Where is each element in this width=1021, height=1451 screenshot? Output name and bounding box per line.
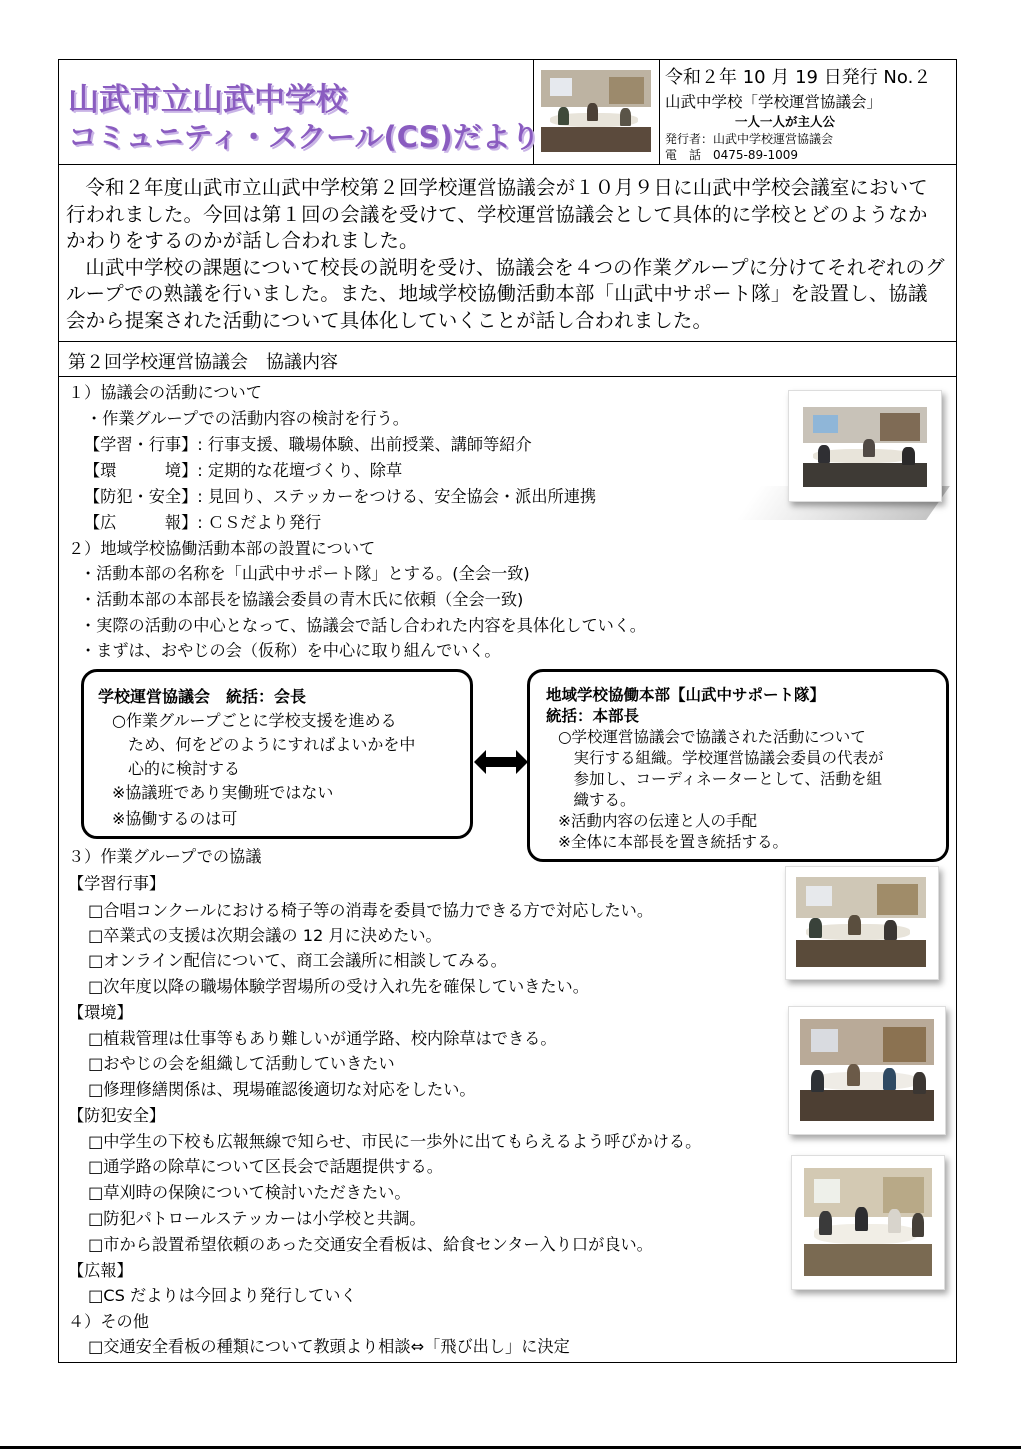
- group-item: □合唱コンクールにおける椅子等の消毒を委員で協力できる方で対応したい。: [88, 901, 654, 920]
- section-divider: [58, 376, 957, 377]
- group-item: □オンライン配信について、商工会議所に相談してみる。: [88, 951, 507, 970]
- group-item: □修理修繕関係は、現場確認後適切な対応をしたい。: [88, 1080, 476, 1099]
- support-team-box: [527, 669, 949, 862]
- newsletter-title: 山武市立山武中学校: [68, 82, 347, 118]
- motto: 一人一人が主人公: [735, 114, 836, 129]
- group-item: □防犯パトロールステッカーは小学校と共調。: [88, 1209, 426, 1228]
- group-name: 【防犯安全】: [68, 1106, 166, 1125]
- council-box-title: 学校運営協議会 統括：会長: [98, 687, 307, 706]
- group-item: □次年度以降の職場体験学習場所の受け入れ先を確保していきたい。: [88, 977, 589, 996]
- meeting-photo-2-frame: [785, 866, 939, 980]
- s2-item: ・まずは、おやじの会（仮称）を中心に取り組んでいく。: [80, 641, 501, 660]
- support-box-line: ○学校運営協議会で協議された活動について: [558, 728, 866, 746]
- group-item: □植栽管理は仕事等もあり難しいが通学路、校内除草はできる。: [88, 1029, 557, 1048]
- bottom-rule: [0, 1446, 1021, 1449]
- council-box-line: ※協働するのは可: [112, 809, 238, 828]
- meeting-photo-3-frame: [788, 1006, 946, 1135]
- meeting-photo-1: [803, 407, 927, 487]
- header-col-divider-2: [659, 59, 660, 164]
- s2-heading: ２）地域学校協働活動本部の設置について: [68, 539, 376, 558]
- group-item: □卒業式の支援は次期会議の 12 月に決めたい。: [88, 926, 442, 945]
- council-box-line: ○作業グループごとに学校支援を進める: [112, 711, 397, 730]
- s1-item: 【防犯・安全】: 見回り、ステッカーをつける、安全協会・派出所連携: [84, 487, 597, 506]
- phone: 電 話 0475-89-1009: [665, 148, 799, 162]
- support-box-line: 参加し、コーディネーターとして、活動を組: [558, 770, 882, 788]
- group-item: □CS だよりは今回より発行していく: [88, 1286, 357, 1305]
- intro-text: [66, 175, 946, 334]
- council-name: 山武中学校「学校運営協議会」: [665, 93, 883, 111]
- council-box-line: ※協議班であり実働班ではない: [112, 783, 334, 802]
- support-box-title: 地域学校協働本部【山武中サポート隊】: [546, 686, 826, 704]
- support-box-line: 織する。: [558, 791, 636, 809]
- support-box-line: 実行する組織。学校運営協議会委員の代表が: [558, 749, 884, 767]
- group-name: 【環境】: [68, 1003, 133, 1022]
- meeting-photo-4-frame: [791, 1155, 945, 1290]
- support-box-line: ※全体に本部長を置き統括する。: [558, 833, 788, 851]
- meeting-photo-4: [804, 1168, 932, 1276]
- intro-paragraph-1: 令和２年度山武市立山武中学校第２回学校運営協議会が１０月９日に山武中学校会議室において行われました。今回は第１回の会議を受けて、学校運営協議会として具体的に学校とどのようなかかわりをするのかが話し合われました。: [66, 176, 928, 252]
- issue-date: 令和２年 10 月 19 日発行 No.２: [665, 67, 932, 88]
- s1-item: 【学習・行事】: 行事支援、職場体験、出前授業、講師等紹介: [84, 435, 532, 454]
- group-name: 【広報】: [68, 1261, 133, 1280]
- newsletter-subtitle: コミュニティ・スクール(CS)だより: [68, 120, 540, 154]
- group-item: □通学路の除草について区長会で話題提供する。: [88, 1157, 443, 1176]
- s1-heading: １）協議会の活動について: [68, 383, 262, 402]
- header-divider: [58, 164, 957, 165]
- support-box-subtitle: 統括：本部長: [546, 707, 640, 725]
- s1-item: 【広 報】: ＣＳだより発行: [84, 513, 322, 532]
- publisher: 発行者：山武中学校運営協議会: [665, 132, 834, 146]
- intro-paragraph-2: 山武中学校の課題について校長の説明を受け、協議会を４つの作業グループに分けてそれぞれのグループでの熟議を行いました。また、地域学校協働活動本部「山武中サポート隊」を設置し、協議会から提案された活動について具体化していくことが話し合われました。: [66, 255, 945, 332]
- s2-item: ・実際の活動の中心となって、協議会で話し合われた内容を具体化していく。: [80, 616, 646, 635]
- meeting-photo-1-frame: [788, 390, 942, 502]
- support-box-line: ※活動内容の伝達と人の手配: [558, 812, 757, 830]
- meeting-photo-2: [796, 877, 926, 967]
- s2-item: ・活動本部の名称を「山武中サポート隊」とする。(全会一致): [80, 564, 530, 583]
- s3-heading: ３）作業グループでの協議: [68, 847, 262, 866]
- header-meeting-photo: [541, 70, 651, 152]
- group-item: □中学生の下校も広報無線で知らせ、市民に一歩外に出てもらえるよう呼びかける。: [88, 1132, 702, 1151]
- section-title: 第２回学校運営協議会 協議内容: [68, 352, 338, 373]
- s1-item: 【環 境】: 定期的な花壇づくり、除草: [84, 461, 403, 480]
- meeting-photo-3: [800, 1019, 934, 1121]
- intro-divider: [58, 341, 957, 342]
- s4-item: □交通安全看板の種類について教頭より相談⇔「飛び出し」に決定: [88, 1337, 570, 1356]
- group-item: □市から設置希望依頼のあった交通安全看板は、給食センター入り口が良い。: [88, 1235, 653, 1254]
- s2-item: ・活動本部の本部長を協議会委員の青木氏に依頼（全会一致): [80, 590, 524, 609]
- group-item: □おやじの会を組織して活動していきたい: [88, 1054, 395, 1073]
- double-arrow-icon: [474, 750, 528, 774]
- s4-heading: ４）その他: [68, 1312, 149, 1331]
- council-box-line: ため、何をどのようにすればよいかを中: [112, 735, 416, 754]
- group-item: □草刈時の保険について検討いただきたい。: [88, 1183, 411, 1202]
- council-box: [81, 669, 473, 839]
- s1-sub: ・作業グループでの活動内容の検討を行う。: [86, 409, 409, 428]
- group-name: 【学習行事】: [68, 874, 166, 893]
- council-box-line: 心的に検討する: [112, 759, 241, 778]
